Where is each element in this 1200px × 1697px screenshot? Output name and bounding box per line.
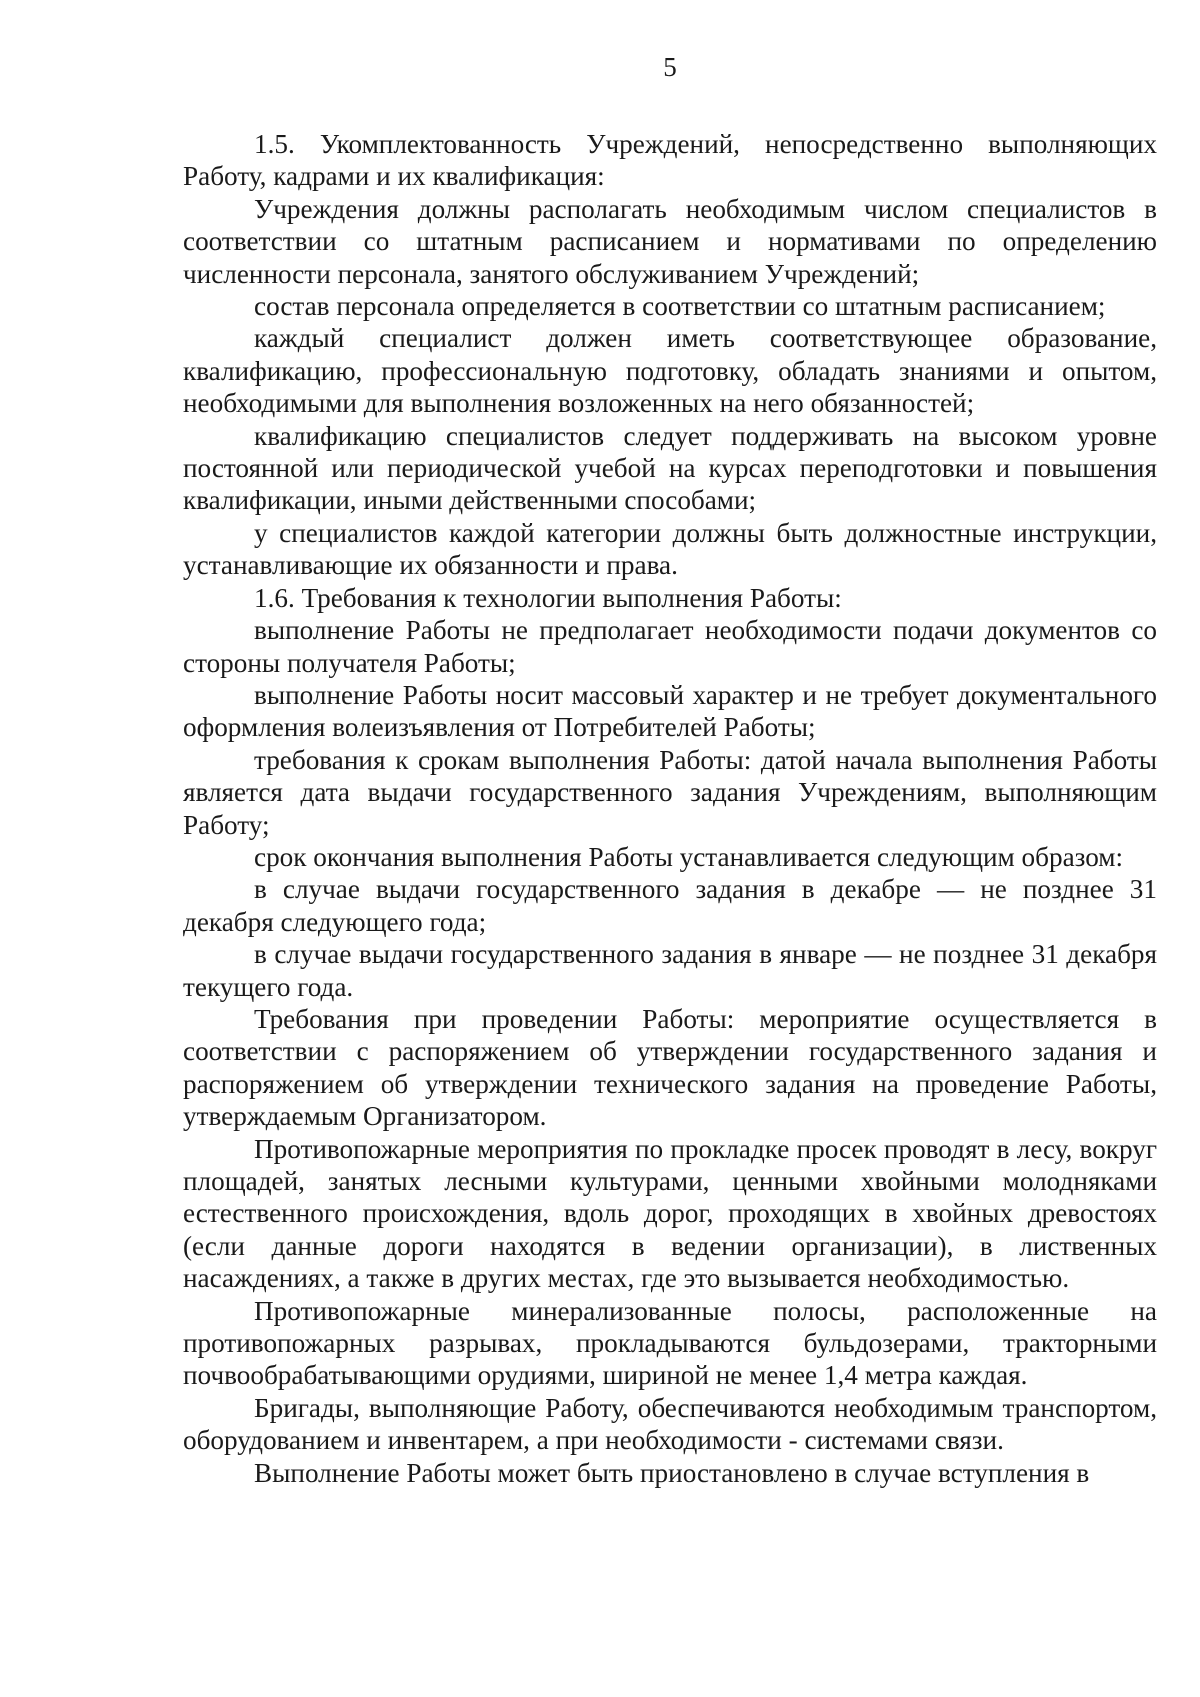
paragraph-no-documents: выполнение Работы не предполагает необходимости подачи документов со стороны получателя Работы; (183, 615, 1157, 678)
page-number: 5 (663, 52, 677, 82)
paragraph-specialists-count: Учреждения должны располагать необходимым числом специалистов в соответствии со штатным расписанием и нормативами по определению численности персонала, занятого обслуживанием Учреждений; (183, 193, 1157, 289)
paragraph-start-date: требования к срокам выполнения Работы: датой начала выполнения Работы является дата выдачи государственного задания Учреждениям, выполняющим Работу; (183, 744, 1157, 840)
document-body (183, 128, 1157, 1489)
paragraph-work-requirements: Требования при проведении Работы: мероприятие осуществляется в соответствии с распоряжением об утверждении государственного задания и распоряжением об утверждении технического задания на проведение Работы, утверждаемым Организатором. (183, 1003, 1157, 1132)
paragraph-staffing-heading: 1.5. Укомплектованность Учреждений, непосредственно выполняющих Работу, кадрами и их квалификация: (183, 129, 1157, 192)
paragraph-mass-character: выполнение Работы носит массовый характер и не требует документального оформления волеизъявления от Потребителей Работы; (183, 679, 1157, 743)
paragraph-job-instructions: у специалистов каждой категории должны быть должностные инструкции, устанавливающие их обязанности и права. (183, 517, 1157, 581)
paragraph-brigades: Бригады, выполняющие Работу, обеспечиваются необходимым транспортом, оборудованием и инвентарем, а при необходимости - системами связи. (183, 1392, 1157, 1456)
paragraph-suspension: Выполнение Работы может быть приостановлено в случае вступления в (254, 1457, 1090, 1488)
paragraph-january-case: в случае выдачи государственного задания в январе — не позднее 31 декабря текущего года. (183, 939, 1157, 1002)
paragraph-specialist-education: каждый специалист должен иметь соответствующее образование, квалификацию, профессиональную подготовку, обладать знаниями и опытом, необходимыми для выполнения возложенных на него обязанностей; (183, 323, 1157, 419)
paragraph-end-date: срок окончания выполнения Работы устанавливается следующим образом: (254, 841, 1124, 872)
paragraph-qualification-maintenance: квалификацию специалистов следует поддерживать на высоком уровне постоянной или периодической учебой на курсах переподготовки и повышения квалификации, иными действенными способами; (183, 420, 1157, 516)
paragraph-fire-clearings: Противопожарные мероприятия по прокладке просек проводят в лесу, вокруг площадей, занятых лесными культурами, ценными хвойными молодняками естественного происхождения, вдоль дорог, проходящих в хвойных древостоях (если данные дороги находятся в ведении организации), в лиственных насаждениях, а также в других местах, где это вызывается необходимостью. (183, 1133, 1157, 1294)
paragraph-staff-composition: состав персонала определяется в соответствии со штатным расписанием; (254, 291, 1106, 322)
paragraph-technology-heading: 1.6. Требования к технологии выполнения Работы: (254, 582, 842, 613)
paragraph-december-case: в случае выдачи государственного задания в декабре — не позднее 31 декабря следующего года; (183, 874, 1157, 937)
paragraph-mineralized-strips: Противопожарные минерализованные полосы, расположенные на противопожарных разрывах, прокладываются бульдозерами, тракторными почвообрабатывающими орудиями, шириной не менее 1,4 метра каждая. (183, 1295, 1157, 1391)
